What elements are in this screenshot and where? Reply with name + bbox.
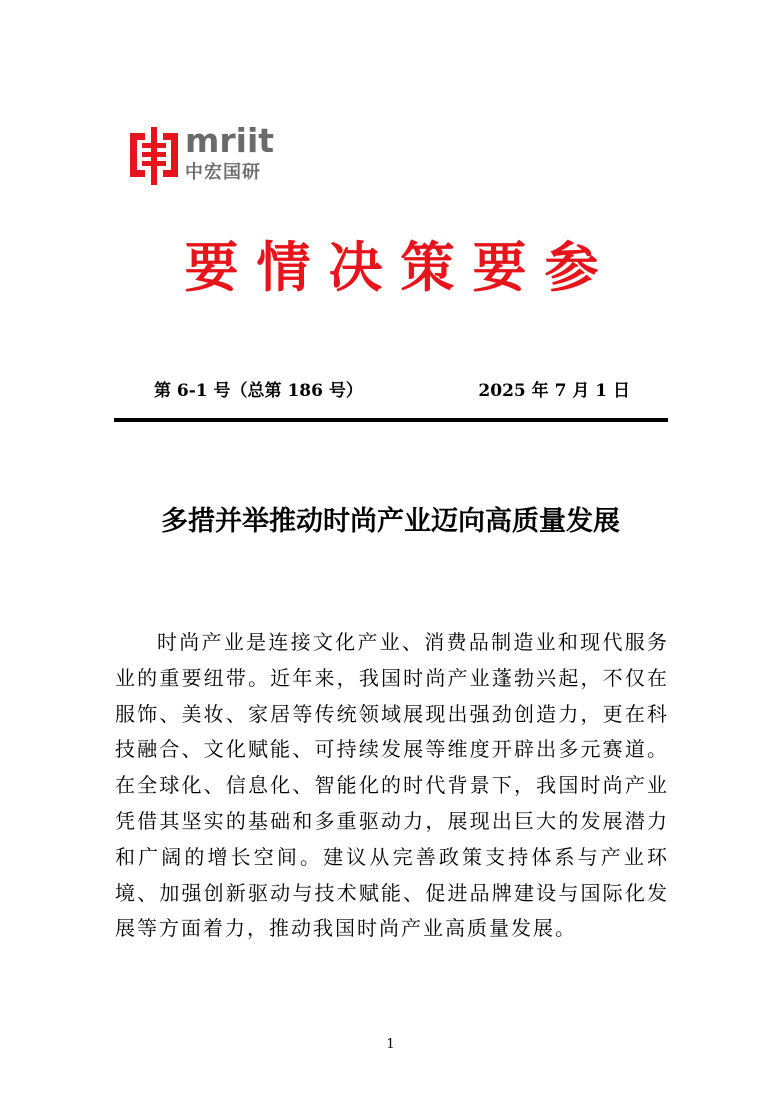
article-paragraph: 时尚产业是连接文化产业、消费品制造业和现代服务业的重要纽带。近年来，我国时尚产业蓬勃兴起，不仅在服饰、美妆、家居等传统领域展现出强劲创造力，更在科技融合、文化赋能、可持续发展等维度开辟出多元赛道。在全球化、信息化、智能化的时代背景下，我国时尚产业凭借其坚实的基础和多重驱动力，展现出巨大的发展潜力和广阔的增长空间。建议从完善政策支持体系与产业环境、加强创新驱动与技术赋能、促进品牌建设与国际化发展等方面着力，推动我国时尚产业高质量发展。 [115, 630, 669, 941]
masthead-title: 要情决策要参 [184, 236, 617, 299]
logo-english-text: mriit [185, 121, 275, 160]
issue-info-row [116, 376, 666, 406]
issue-number: 第 6-1 号（总第 186 号） [154, 381, 363, 401]
mriit-logo-mark-icon [130, 127, 178, 185]
issue-date: 2025 年 7 月 1 日 [478, 381, 630, 401]
logo-chinese-text: 中宏国研 [185, 162, 261, 183]
article-headline: 多措并举推动时尚产业迈向高质量发展 [161, 506, 620, 537]
page-number: 1 [386, 1037, 395, 1052]
header-divider [114, 418, 668, 422]
mriit-logo [130, 121, 280, 187]
